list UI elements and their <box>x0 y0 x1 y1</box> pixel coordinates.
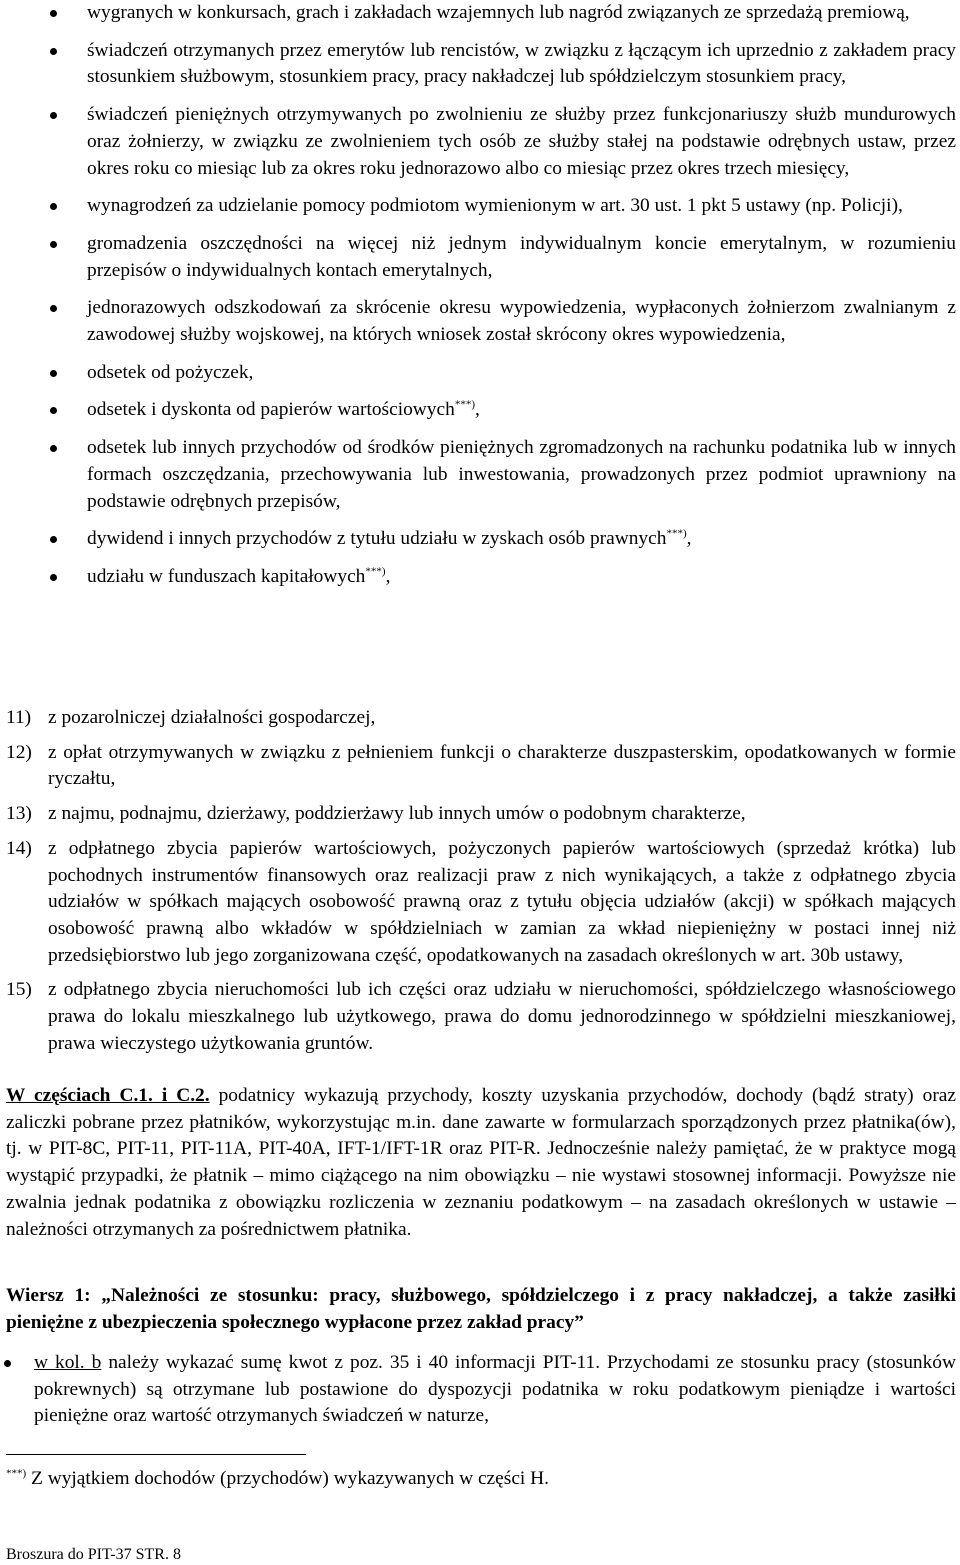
numbered-item-text: z odpłatnego zbycia nieruchomości lub ich części oraz udziału w nieruchomości, spółdzielczego własnościowego prawa do lokalu mieszkalnego lub użytkowego, prawa do domu jednorodzinnego w spółdzielni mieszkaniowej, prawa wieczystego użytkowania gruntów. <box>48 979 956 1054</box>
numbered-item <box>0 705 956 732</box>
numbered-item <box>0 801 956 828</box>
punctuation: , <box>385 565 391 587</box>
bullet-dot <box>50 241 57 248</box>
list-item-text: odsetek i dyskonta od papierów wartościowych <box>87 399 455 421</box>
column-bullet-list <box>0 1350 956 1430</box>
section-reference: W częściach C.1. i C.2. <box>6 1085 210 1106</box>
column-reference: w kol. b <box>34 1352 102 1373</box>
footnote <box>6 1466 549 1492</box>
list-item-text: należy wykazać sumę kwot z poz. 35 i 40 informacji PIT-11. Przychodami ze stosunku pracy (stosunków pokrewnych) są otrzymane lub postawione do dyspozycji podatnika w roku podatkowym pieniądze i wartości pieniężne oraz wartość otrzymanych świadczeń w naturze, <box>34 1352 956 1427</box>
item-number: 13) <box>6 803 32 825</box>
list-item <box>40 564 956 591</box>
bullet-dot <box>50 445 57 452</box>
item-number: 12) <box>6 741 32 763</box>
bullet-dot <box>50 305 57 312</box>
income-bullet-list <box>40 0 956 591</box>
numbered-item-text: z pozarolniczej działalności gospodarczej, <box>48 707 376 728</box>
bullet-dot <box>50 536 57 543</box>
footnote-ref: ***) <box>365 565 386 578</box>
footnote-divider <box>6 1454 306 1455</box>
numbered-item-text: z najmu, podnajmu, dzierżawy, poddzierżawy lub innych umów o podobnym charakterze, <box>48 803 746 825</box>
bullet-dot <box>50 112 57 119</box>
list-item-text: udziału w funduszach kapitałowych <box>87 565 366 587</box>
list-item-text: jednorazowych odszkodowań za skrócenie okresu wypowiedzenia, wypłaconych żołnierzom zwalnianym z zawodowej służby wojskowej, na których wniosek został skrócony okres wypowiedzenia, <box>87 297 956 346</box>
item-number: 15) <box>6 979 32 1001</box>
list-item <box>40 231 956 284</box>
section-body: podatnicy wykazują przychody, koszty uzyskania przychodów, dochody (bądź straty) oraz zaliczki pobrane przez płatników, wykorzystując m.in. dane zawarte w formularzach sporządzonych przez płatnika(ów), tj. w PIT-8C, PIT-11, PIT-11A, PIT-40A, IFT-1/IFT-1R oraz PIT-R. Jednocześnie należy pamiętać, że w praktyce mogą wystąpić przypadki, że płatnik – mimo ciążącego na nim obowiązku – nie wystawi stosownej informacji. Powyższe nie zwalnia jednak podatnika z obowiązku rozliczenia w zeznaniu podatkowym – na zasadach określonych w ustawie – należności otrzymanych za pośrednictwem płatnika. <box>6 1085 956 1240</box>
list-item <box>40 0 956 27</box>
bullet-dot <box>50 203 57 210</box>
bullet-dot <box>4 1360 11 1367</box>
footnote-text: Z wyjątkiem dochodów (przychodów) wykazywanych w części H. <box>26 1468 550 1489</box>
list-item-text: świadczeń pieniężnych otrzymywanych po zwolnieniu ze służby przez funkcjonariuszy służb mundurowych oraz żołnierzy, w związku ze zwolnieniem tych osób ze służby stałej na podstawie odrębnych ustaw, przez okres roku co miesiąc lub za okres roku jednorazowo albo co miesiąc przez okres trzech miesięcy, <box>87 104 956 179</box>
numbered-item <box>0 740 956 793</box>
list-item <box>40 526 956 553</box>
punctuation: , <box>686 528 692 550</box>
list-item-text: wygranych w konkursach, grach i zakładach wzajemnych lub nagród związanych ze sprzedażą premiową, <box>87 2 910 23</box>
item-number: 14) <box>6 837 32 859</box>
bullet-dot <box>50 407 57 414</box>
numbered-item <box>0 836 956 970</box>
footnote-ref: ***) <box>454 398 475 411</box>
bullet-dot <box>50 10 57 17</box>
punctuation: , <box>474 399 480 421</box>
list-item-text: gromadzenia oszczędności na więcej niż jednym indywidualnym koncie emerytalnym, w rozumieniu przepisów o indywidualnych kontach emerytalnych, <box>87 232 956 281</box>
footnote-ref: ***) <box>666 527 687 540</box>
list-item <box>0 1350 956 1430</box>
bullet-dot <box>50 574 57 581</box>
item-number: 11) <box>6 707 32 728</box>
list-item <box>40 102 956 182</box>
list-item-text: świadczeń otrzymanych przez emerytów lub rencistów, w związku z łączącym ich uprzednio z zakładem pracy stosunkiem służbowym, stosunkiem pracy, pracy nakładczej lub spółdzielczym stosunkiem pracy, <box>87 39 956 88</box>
list-item <box>40 360 956 387</box>
list-item-text: dywidend i innych przychodów z tytułu udziału w zyskach osób prawnych <box>87 528 667 550</box>
numbered-item <box>0 977 956 1057</box>
bullet-dot <box>50 48 57 55</box>
bullet-dot <box>50 370 57 377</box>
list-item-text: odsetek od pożyczek, <box>87 361 254 383</box>
row-heading: Wiersz 1: „Należności ze stosunku: pracy, służbowego, spółdzielczego i z pracy nakładczej, a także zasiłki pieniężne z ubezpieczenia społecznego wypłacone przez zakład pracy” <box>6 1285 956 1333</box>
numbered-item-text: z odpłatnego zbycia papierów wartościowych, pożyczonych papierów wartościowych (sprzedaż krótka) lub pochodnych instrumentów finansowych oraz realizacji praw z nich wynikających, a także z odpłatnego zbycia udziałów w spółkach mających osobowość prawną oraz z tytułu objęcia udziałów (akcji) w spółkach mających osobowość prawną albo wkładów w spółdzielniach w zamian za wkład niepieniężny w postaci innej niż przedsiębiorstwo lub jego zorganizowana część, opodatkowanych na zasadach określonych w art. 30b ustawy, <box>48 837 956 966</box>
list-item <box>40 295 956 348</box>
numbered-item-text: z opłat otrzymywanych w związku z pełnieniem funkcji o charakterze duszpasterskim, opodatkowanych w formie ryczałtu, <box>48 741 956 790</box>
footnote-marker: ***) <box>6 1467 27 1480</box>
list-item <box>40 397 956 424</box>
list-item <box>40 38 956 91</box>
list-item <box>40 435 956 515</box>
list-item-text: odsetek lub innych przychodów od środków pieniężnych zgromadzonych na rachunku podatnika lub w innych formach oszczędzania, przechowywania lub inwestowania, prowadzonych przez podmiot uprawniony na podstawie odrębnych przepisów, <box>87 437 956 512</box>
list-item-text: wynagrodzeń za udzielanie pomocy podmiotom wymienionym w art. 30 ust. 1 pkt 5 ustawy (np. Policji), <box>87 195 903 217</box>
section-paragraph <box>6 1083 956 1243</box>
numbered-income-list <box>0 705 956 1057</box>
list-item <box>40 193 956 220</box>
page-footer: Broszura do PIT-37 STR. 8 <box>6 1546 181 1563</box>
